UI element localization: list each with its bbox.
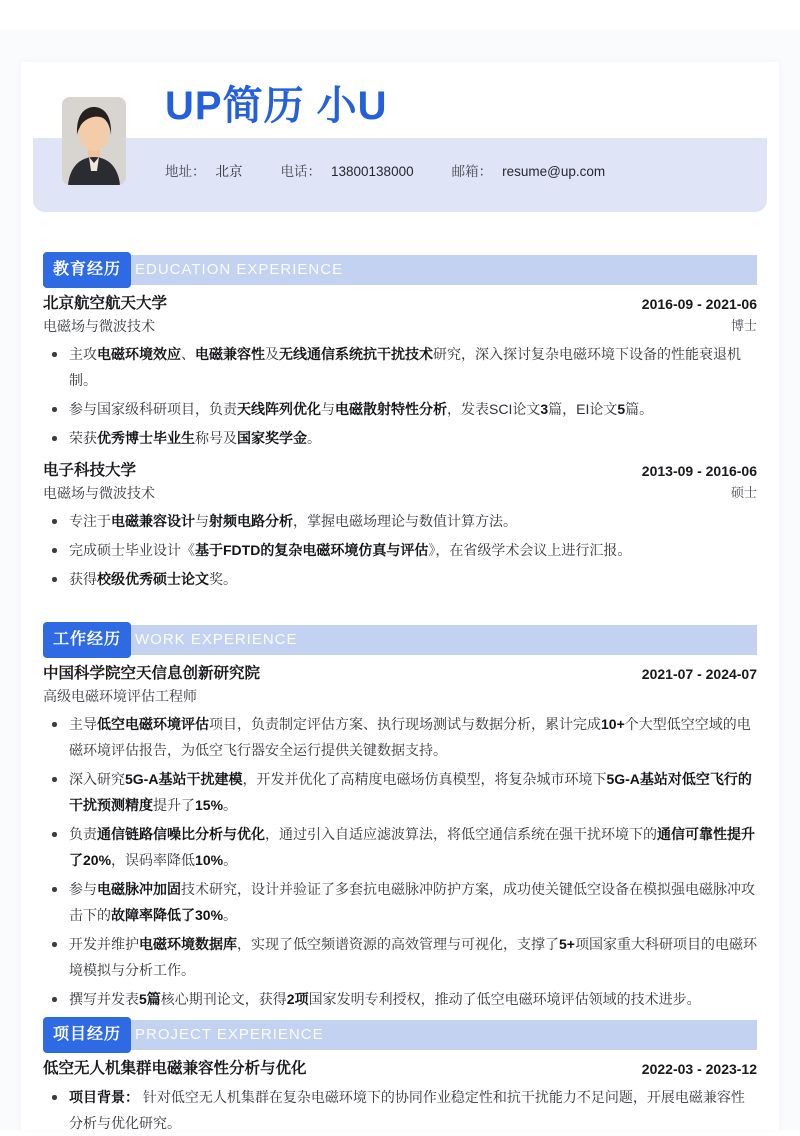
section-title-en: PROJECT EXPERIENCE: [135, 1026, 324, 1043]
bullet-item: 深入研究5G-A基站干扰建模，开发并优化了高精度电磁场仿真模型，将复杂城市环境下5G-A基站对低空飞行的干扰预测精度提升了15%。: [43, 766, 757, 818]
contact-value: 北京: [215, 164, 243, 179]
item-header-row: [43, 293, 757, 315]
item-subtitle: 电磁场与微波技术: [43, 485, 155, 501]
candidate-name: UP简历 小U: [165, 84, 388, 128]
resume-section: [43, 1020, 757, 1136]
resume-header: [21, 62, 779, 212]
item-title: 电子科技大学: [43, 462, 137, 479]
bullet-item: 获得校级优秀硕士论文奖。: [43, 566, 757, 592]
section-items: [43, 1058, 757, 1136]
contact-value: resume@up.com: [502, 164, 606, 179]
item-date-range: 2013-09 - 2016-06: [641, 463, 757, 479]
item-subtitle-row: [43, 685, 757, 707]
contact-item: [281, 164, 414, 179]
section-badge: 项目经历: [43, 1017, 131, 1053]
section-header-band: [43, 1020, 757, 1050]
item-bullet-list: [43, 1084, 757, 1136]
item-subtitle-row: [43, 315, 757, 337]
contact-band: [33, 138, 767, 212]
item-title: 中国科学院空天信息创新研究院: [43, 665, 261, 682]
section-title-en: WORK EXPERIENCE: [135, 631, 298, 648]
item-header-row: [43, 460, 757, 482]
item-title: 北京航空航天大学: [43, 295, 168, 312]
resume-sections: [21, 255, 779, 1136]
bullet-item: 负责通信链路信噪比分析与优化，通过引入自适应滤波算法，将低空通信系统在强干扰环境下的通信可靠性提升了20%，误码率降低10%。: [43, 821, 757, 873]
item-bullet-list: [43, 508, 757, 592]
profile-photo-illustration: [62, 97, 126, 185]
section-badge: 教育经历: [43, 252, 131, 288]
experience-item: [43, 460, 757, 592]
item-bullet-list: [43, 341, 757, 451]
item-header-row: [43, 663, 757, 685]
contact-label: 邮箱：: [451, 164, 493, 179]
bullet-item: 项目背景： 针对低空无人机集群在复杂电磁环境下的协同作业稳定性和抗干扰能力不足问题，开展电磁兼容性分析与优化研究。: [43, 1084, 757, 1136]
item-bullet-list: [43, 711, 757, 1012]
section-badge: 工作经历: [43, 622, 131, 658]
bullet-item: 开发并维护电磁环境数据库，实现了低空频谱资源的高效管理与可视化，支撑了5+项国家重大科研项目的电磁环境模拟与分析工作。: [43, 931, 757, 983]
section-title-en: EDUCATION EXPERIENCE: [135, 261, 344, 278]
contact-value: 13800138000: [331, 164, 414, 179]
resume-card: [21, 62, 779, 1130]
bullet-item: 主导低空电磁环境评估项目，负责制定评估方案、执行现场测试与数据分析，累计完成10+个大型低空空域的电磁环境评估报告，为低空飞行器安全运行提供关键数据支持。: [43, 711, 757, 763]
item-degree: 博士: [730, 318, 757, 333]
contact-label: 电话：: [280, 164, 321, 179]
resume-section: [43, 625, 757, 1012]
section-header-band: [43, 625, 757, 655]
item-subtitle: 高级电磁环境评估工程师: [43, 688, 197, 704]
section-items: [43, 293, 757, 592]
contact-label: 地址：: [165, 164, 206, 179]
item-date-range: 2022-03 - 2023-12: [641, 1061, 757, 1077]
item-subtitle: 电磁场与微波技术: [43, 318, 155, 334]
section-items: [43, 663, 757, 1012]
experience-item: [43, 293, 757, 451]
item-title: 低空无人机集群电磁兼容性分析与优化: [43, 1060, 307, 1077]
profile-photo: [62, 97, 126, 185]
bullet-item: 撰写并发表5篇核心期刊论文，获得2项国家发明专利授权，推动了低空电磁环境评估领域的技术进步。: [43, 986, 757, 1012]
item-date-range: 2016-09 - 2021-06: [641, 296, 757, 312]
resume-section: [43, 255, 757, 592]
bullet-item: 完成硕士毕业设计《基于FDTD的复杂电磁环境仿真与评估》，在省级学术会议上进行汇报。: [43, 537, 757, 563]
bullet-item: 专注于电磁兼容设计与射频电路分析，掌握电磁场理论与数值计算方法。: [43, 508, 757, 534]
contact-item: [452, 164, 606, 179]
bullet-item: 荣获优秀博士毕业生称号及国家奖学金。: [43, 425, 757, 451]
bullet-item: 主攻电磁环境效应、电磁兼容性及无线通信系统抗干扰技术研究，深入探讨复杂电磁环境下设备的性能衰退机制。: [43, 341, 757, 393]
item-degree: 硕士: [730, 485, 757, 500]
experience-item: [43, 663, 757, 1012]
item-date-range: 2021-07 - 2024-07: [641, 666, 757, 682]
section-header-band: [43, 255, 757, 285]
contact-row: [165, 162, 643, 182]
bullet-item: 参与电磁脉冲加固技术研究，设计并验证了多套抗电磁脉冲防护方案，成功使关键低空设备在模拟强电磁脉冲攻击下的故障率降低了30%。: [43, 876, 757, 928]
item-subtitle-row: [43, 482, 757, 504]
item-header-row: [43, 1058, 757, 1080]
contact-item: [165, 164, 243, 179]
bullet-item: 参与国家级科研项目，负责天线阵列优化与电磁散射特性分析，发表SCI论文3篇，EI论文5篇。: [43, 396, 757, 422]
experience-item: [43, 1058, 757, 1136]
